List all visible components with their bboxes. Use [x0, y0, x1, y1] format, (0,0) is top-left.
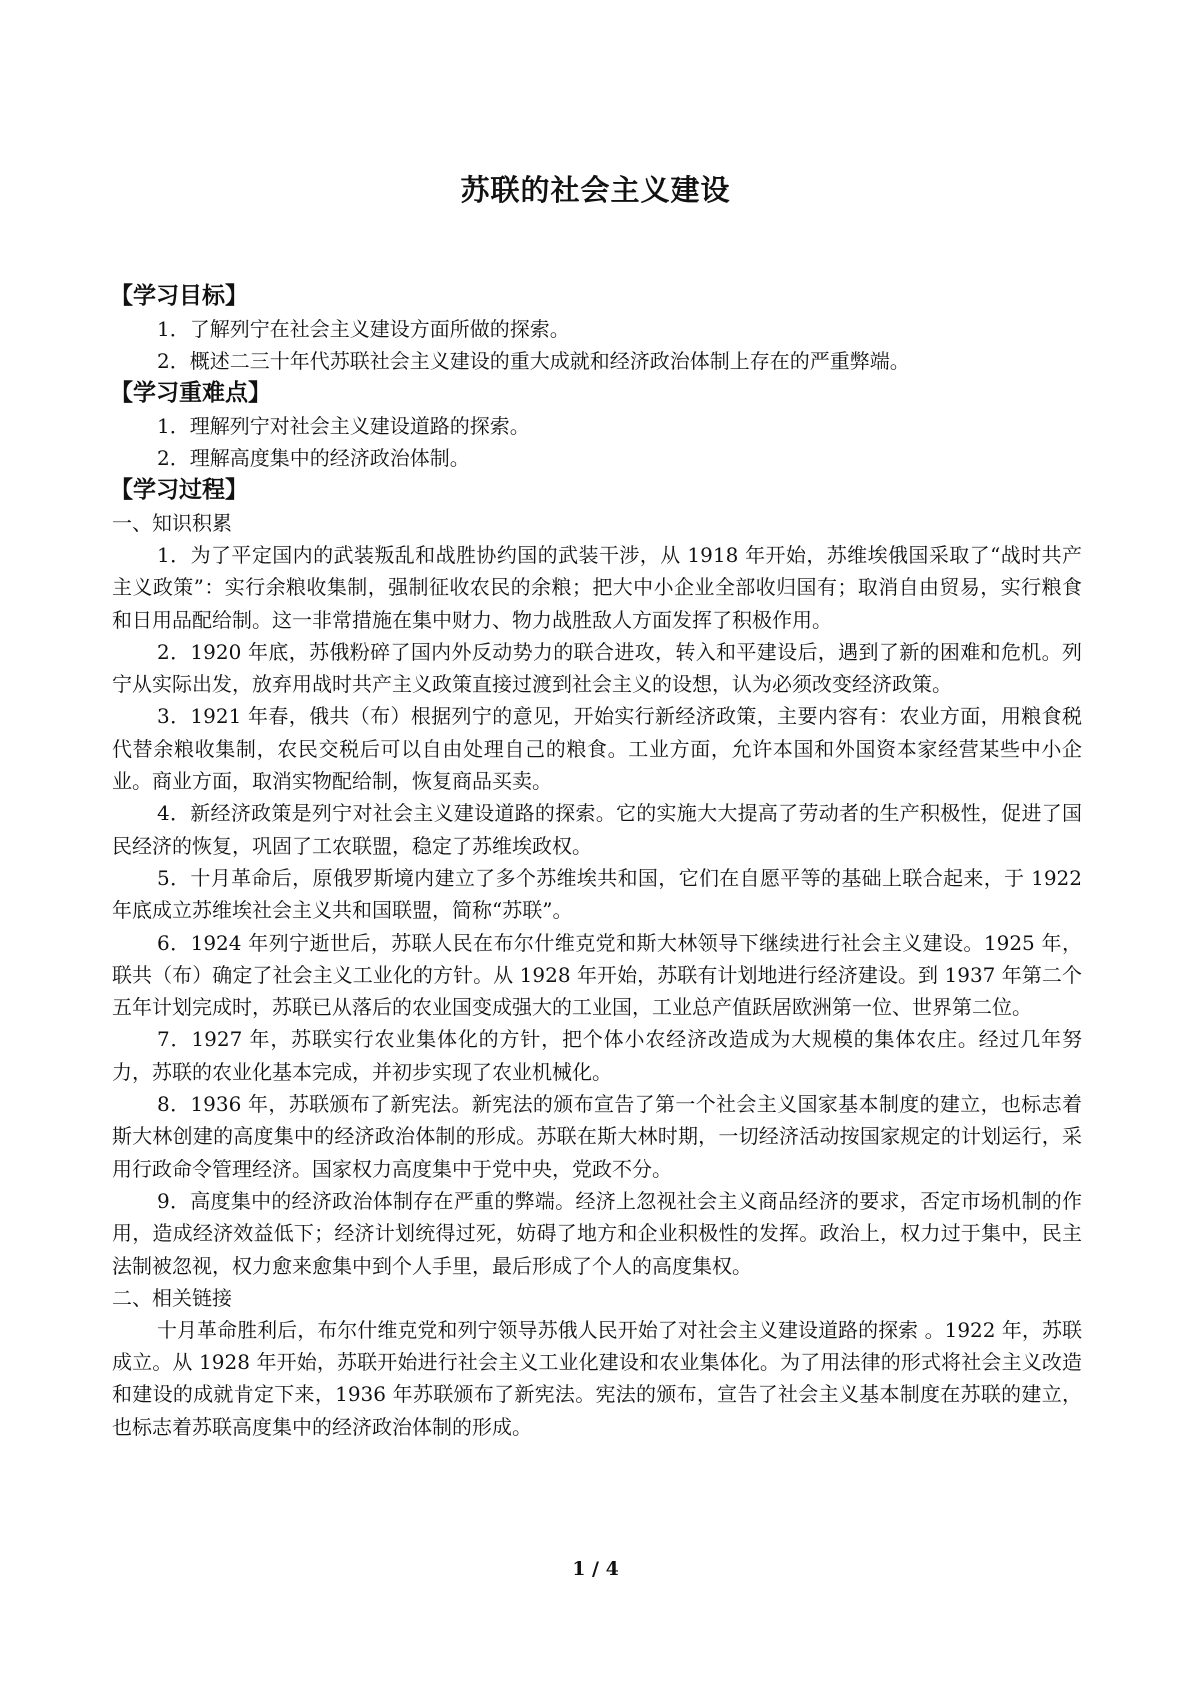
section-heading-objectives: 【学习目标】: [110, 283, 248, 309]
section-heading-process: 【学习过程】: [110, 477, 248, 503]
subsection-label-related-links: 二、相关链接: [112, 1285, 232, 1310]
knowledge-paragraph-9: 9．高度集中的经济政治体制存在严重的弊端。经济上忽视社会主义商品经济的要求，否定市场机制的作用，造成经济效益低下；经济计划统得过死，妨碍了地方和企业积极性的发挥。政治上，权力过于集中，民主法制被忽视，权力愈来愈集中到个人手里，最后形成了个人的高度集权。: [112, 1188, 1082, 1278]
knowledge-paragraph-5: 5．十月革命后，原俄罗斯境内建立了多个苏维埃共和国，它们在自愿平等的基础上联合起来，于 1922 年底成立苏维埃社会主义共和国联盟，简称“苏联”。: [112, 865, 1082, 923]
objective-item-1: 1．了解列宁在社会主义建设方面所做的探索。: [157, 317, 570, 341]
section-heading-key-points: 【学习重难点】: [110, 380, 271, 406]
document-title: 苏联的社会主义建设: [460, 173, 731, 207]
knowledge-paragraph-8: 8．1936 年，苏联颁布了新宪法。新宪法的颁布宣告了第一个社会主义国家基本制度的建立，也标志着斯大林创建的高度集中的经济政治体制的形成。苏联在斯大林时期，一切经济活动按国家规定的计划运行，采用行政命令管理经济。国家权力高度集中于党中央，党政不分。: [112, 1092, 1082, 1181]
knowledge-paragraph-3: 3．1921 年春，俄共（布）根据列宁的意见，开始实行新经济政策，主要内容有：农业方面，用粮食税代替余粮收集制，农民交税后可以自由处理自己的粮食。工业方面，允许本国和外国资本家经营某些中小企业。商业方面，取消实物配给制，恢复商品买卖。: [112, 704, 1082, 794]
key-point-item-1: 1．理解列宁对社会主义建设道路的探索。: [157, 414, 530, 438]
knowledge-paragraph-2: 2．1920 年底，苏俄粉碎了国内外反动势力的联合进攻，转入和平建设后，遇到了新的困难和危机。列宁从实际出发，放弃用战时共产主义政策直接过渡到社会主义的设想，认为必须改变经济政策。: [112, 639, 1082, 697]
knowledge-paragraph-4: 4．新经济政策是列宁对社会主义建设道路的探索。它的实施大大提高了劳动者的生产积极性，促进了国民经济的恢复，巩固了工农联盟，稳定了苏维埃政权。: [112, 801, 1082, 858]
key-point-item-2: 2．理解高度集中的经济政治体制。: [157, 446, 470, 470]
related-links-paragraph: 十月革命胜利后，布尔什维克党和列宁领导苏俄人民开始了对社会主义建设道路的探索 。1922 年，苏联成立。从 1928 年开始，苏联开始进行社会主义工业化建设和农业集体化。为了用法律的形式将社会主义改造和建设的成就肯定下来，1936 年苏联颁布了新宪法。宪法的颁布，宣告了社会主义基本制度在苏联的建立，也标志着苏联高度集中的经济政治体制的形成。: [112, 1317, 1082, 1439]
knowledge-paragraph-6: 6．1924 年列宁逝世后，苏联人民在布尔什维克党和斯大林领导下继续进行社会主义建设。1925 年，联共（布）确定了社会主义工业化的方针。从 1928 年开始，苏联有计划地进行经济建设。到 1937 年第二个五年计划完成时，苏联已从落后的农业国变成强大的工业国，工业总产值跃居欧洲第一位、世界第二位。: [112, 930, 1082, 1020]
document-body: [112, 280, 1082, 1443]
knowledge-paragraph-1: 1．为了平定国内的武装叛乱和战胜协约国的武装干涉，从 1918 年开始，苏维埃俄国采取了“战时共产主义政策”：实行余粮收集制，强制征收农民的余粮；把大中小企业全部收归国有；取消自由贸易，实行粮食和日用品配给制。这一非常措施在集中财力、物力战胜敌人方面发挥了积极作用。: [112, 543, 1082, 632]
knowledge-paragraph-7: 7．1927 年，苏联实行农业集体化的方针，把个体小农经济改造成为大规模的集体农庄。经过几年努力，苏联的农业化基本完成，并初步实现了农业机械化。: [112, 1027, 1082, 1084]
objective-item-2: 2．概述二三十年代苏联社会主义建设的重大成就和经济政治体制上存在的严重弊端。: [157, 349, 910, 373]
subsection-label-knowledge: 一、知识积累: [112, 511, 232, 535]
page-number: 1 / 4: [572, 1558, 619, 1580]
